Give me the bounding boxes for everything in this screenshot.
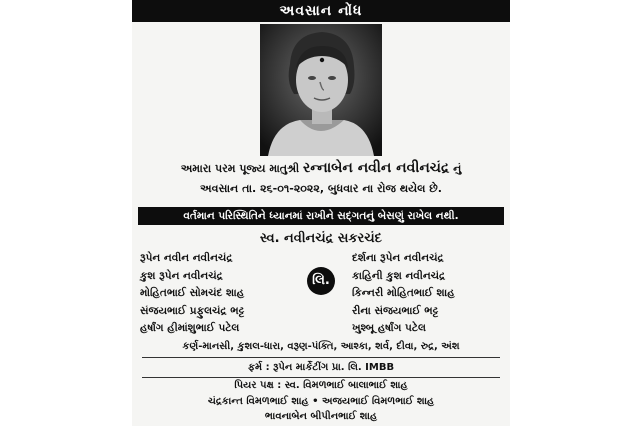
relative-name: મોહિતભાઈ સોમચંદ શાહ [140, 287, 245, 299]
intro-line-2: અવસાન તા. ૨૬-૦૧-૨૦૨૨, બુધવાર ના રોજ થયેલ છે. [199, 182, 442, 195]
divider [142, 357, 500, 358]
relatives-right-column [352, 250, 455, 338]
obituary-notice [132, 0, 510, 426]
relative-name: સંજયભાઈ પ્રફુલચંદ્ર ભટ્ટ [140, 304, 245, 317]
relative-name: ખુશ્બૂ હર્ષાંગ પટેલ [352, 322, 426, 334]
divider [142, 377, 500, 378]
relatives-left-column [140, 250, 244, 338]
grandchildren-line: કર્ણ-માનસી, કુશલ-ધારા, વરૂણ-પંક્તિ, આશ્કા, શર્વ, દીવા, રુદ્ર, અંશ [182, 341, 460, 352]
relative-name: રીના સંજયભાઈ ભટ્ટ [352, 304, 439, 317]
relative-name: દર્શના રૂપેન નવીનચંદ્ર [352, 252, 444, 264]
intro-line-1 [132, 160, 510, 176]
intro-prefix: અમારા પરમ પૂજ્ય માતુશ્રી [180, 162, 300, 175]
deceased-name: રન્નાબેન નવીન નવીનચંદ્ર [303, 160, 450, 176]
li-badge: લિ. [307, 267, 335, 295]
maternal-line-3: ભાવનાબેન બીપીનભાઈ શાહ [264, 411, 378, 422]
relative-name: કાહિની કુશ નવીનચંદ્ર [352, 269, 446, 282]
notice-title: અવસાન નોંધ [132, 0, 510, 22]
relative-name: કિન્નરી મોહિતભાઈ શાહ [352, 287, 455, 299]
besnu-notice-banner: વર્તમાન પરિસ્થિતિને ધ્યાનમાં રાખીને સદ્‌ગતનું બેસણું રાખેલ નથી. [138, 207, 504, 225]
relative-name: કુશ રૂપેન નવીનચંદ્ર [140, 269, 223, 282]
portrait-image [260, 24, 382, 156]
relative-name: હર્ષાંગ હીમાંશુભાઈ પટેલ [140, 322, 240, 334]
maternal-line-1: પિયર પક્ષ : સ્વ. વિમળભાઈ બાલાભાઈ શાહ [234, 380, 408, 391]
intro-suffix: નું [453, 162, 462, 175]
firm-line: ફર્મ : રૂપેન માર્કેટીંગ પ્રા. લિ. IMBB [247, 362, 395, 373]
relative-name: રૂપેન નવીન નવીનચંદ્ર [140, 252, 233, 264]
portrait-photo [260, 24, 382, 156]
maternal-line-2: ચંદ્રકાન્ત વિમળભાઈ શાહ • અજયભાઈ વિમળભાઈ શાહ [207, 396, 435, 407]
late-husband-name: સ્વ. નવીનચંદ્ર સકરચંદ [260, 231, 382, 246]
